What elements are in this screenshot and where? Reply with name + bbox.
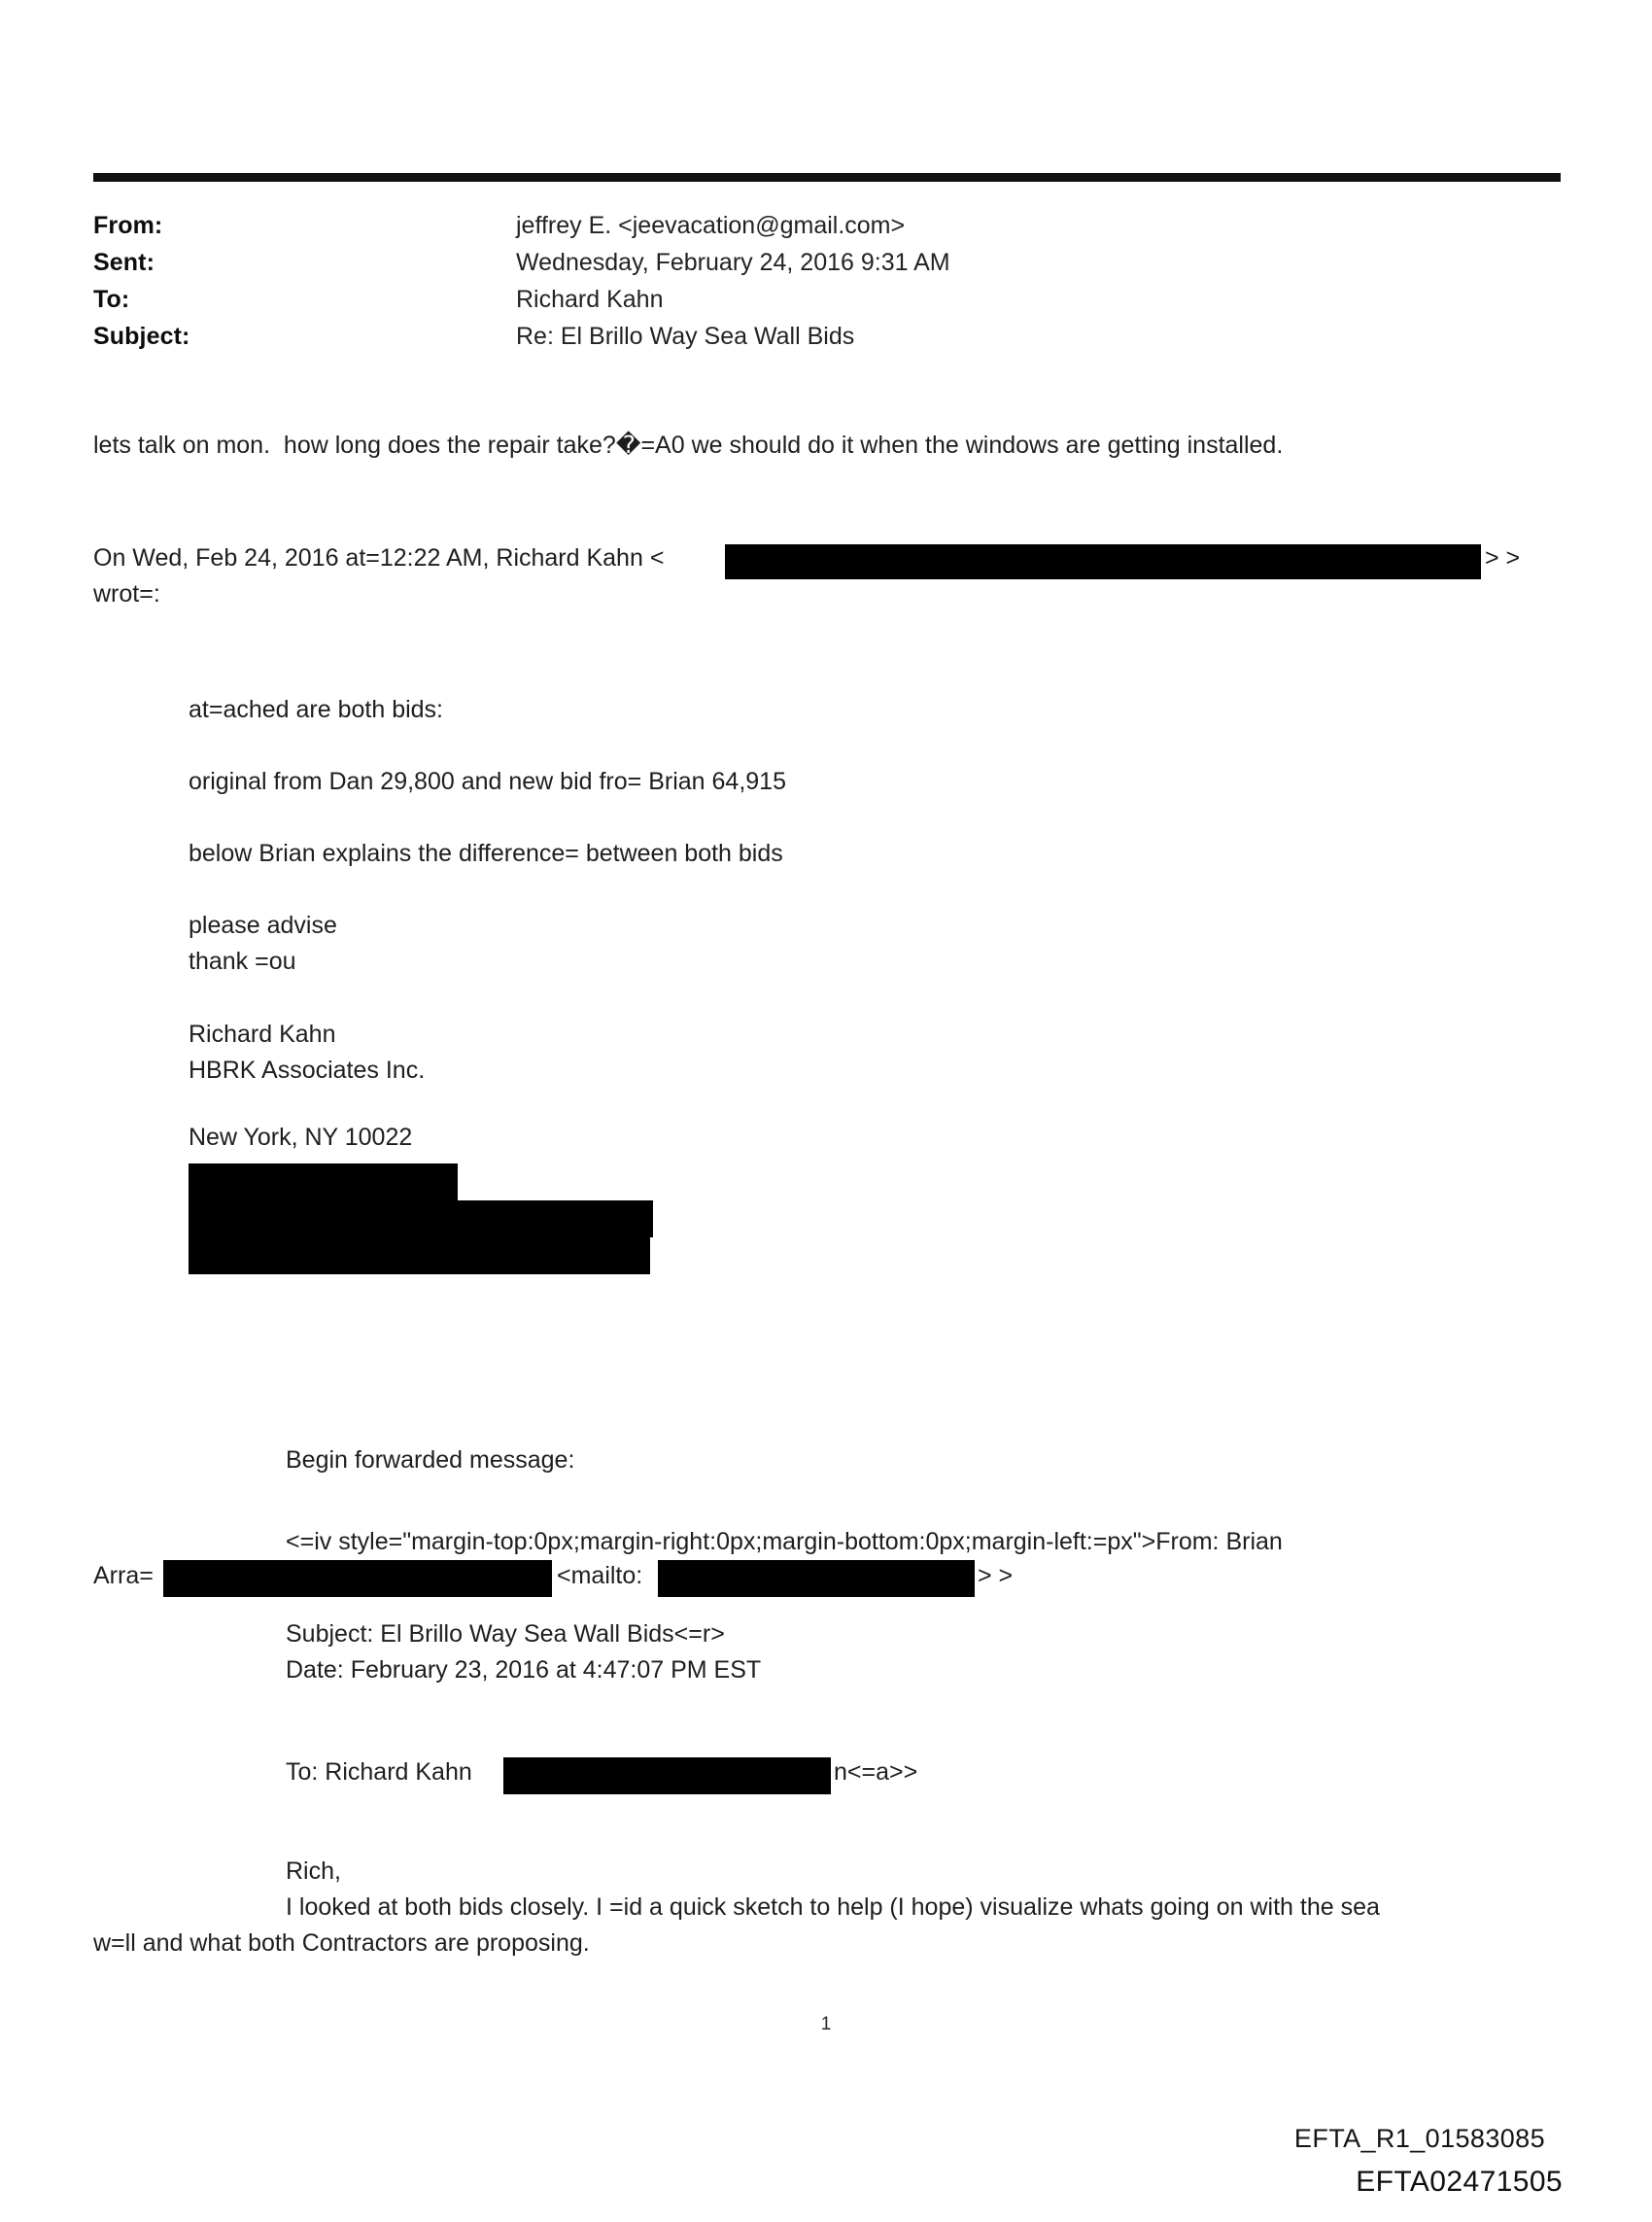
redaction-address-line-1 xyxy=(189,1163,458,1200)
header-value-from: jeffrey E. <jeevacation@gmail.com> xyxy=(516,212,906,239)
header-row-from xyxy=(93,212,1502,249)
redaction-forwarded-mailto xyxy=(658,1560,975,1597)
bates-stamp-primary: EFTA_R1_01583085 xyxy=(1293,2124,1545,2153)
forwarded-sender-lastname-fragment: Arra= xyxy=(93,1562,154,1589)
forwarded-paragraph-line-2: w=ll and what both Contractors are proposing. xyxy=(93,1929,590,1957)
email-header-block xyxy=(93,212,1502,360)
reply-paragraph: lets talk on mon. how long does the repair take?�=A0 we should do it when the windows are getting installed. xyxy=(93,432,1284,459)
redaction-sender-email xyxy=(725,544,1481,579)
forwarded-mailto-tail: > > xyxy=(978,1562,1014,1589)
forwarded-to-label: To: Richard Kahn xyxy=(286,1758,472,1786)
quoted-line-please-advise: please advise xyxy=(189,912,337,939)
header-label-sent: Sent: xyxy=(93,249,155,276)
forwarded-salutation: Rich, xyxy=(286,1857,341,1885)
signature-name: Richard Kahn xyxy=(189,1021,336,1048)
quote-attribution-wrote: wrot=: xyxy=(93,580,160,608)
forwarded-paragraph-line-1: I looked at both bids closely. I =id a quick sketch to help (I hope) visualize whats going on with the sea xyxy=(286,1893,1380,1921)
forwarded-date-line: Date: February 23, 2016 at 4:47:07 PM EST xyxy=(286,1656,762,1684)
header-label-subject: Subject: xyxy=(93,323,190,350)
forwarded-div-style-line: <=iv style="margin-top:0px;margin-right:0px;margin-bottom:0px;margin-left:=px">From: Brian xyxy=(286,1528,1283,1555)
header-label-to: To: xyxy=(93,286,130,313)
begin-forwarded-message-label: Begin forwarded message: xyxy=(286,1446,575,1474)
quoted-line-original-bid: original from Dan 29,800 and new bid fro= Brian 64,915 xyxy=(189,768,786,795)
quoted-line-thank-you: thank =ou xyxy=(189,948,296,975)
quote-attribution-suffix: > > xyxy=(1485,544,1521,572)
header-row-sent xyxy=(93,249,1502,286)
quoted-line-below-brian: below Brian explains the difference= between both bids xyxy=(189,840,783,867)
quoted-line-attached: at=ached are both bids: xyxy=(189,696,443,723)
header-row-subject xyxy=(93,323,1502,360)
quote-attribution-prefix: On Wed, Feb 24, 2016 at=12:22 AM, Richard Kahn < xyxy=(93,544,665,572)
header-value-sent: Wednesday, February 24, 2016 9:31 AM xyxy=(516,249,950,276)
signature-city-state-zip: New York, NY 10022 xyxy=(189,1124,413,1151)
forwarded-to-tail: n<=a>> xyxy=(834,1758,918,1786)
redaction-address-line-2 xyxy=(189,1200,653,1237)
forwarded-mailto-label: <mailto: xyxy=(557,1562,643,1589)
header-value-to: Richard Kahn xyxy=(516,286,664,313)
bates-stamp-secondary: EFTA02471505 xyxy=(1356,2166,1563,2198)
header-rule-divider xyxy=(93,173,1561,182)
signature-company: HBRK Associates Inc. xyxy=(189,1057,426,1084)
redaction-forwarded-recipient xyxy=(503,1757,831,1794)
redaction-forwarded-sender-name xyxy=(163,1560,552,1597)
header-label-from: From: xyxy=(93,212,163,239)
forwarded-subject-line: Subject: El Brillo Way Sea Wall Bids<=r> xyxy=(286,1620,725,1648)
page-number: 1 xyxy=(820,2014,832,2034)
header-row-to xyxy=(93,286,1502,323)
header-value-subject: Re: El Brillo Way Sea Wall Bids xyxy=(516,323,855,350)
redaction-address-line-3 xyxy=(189,1237,650,1274)
